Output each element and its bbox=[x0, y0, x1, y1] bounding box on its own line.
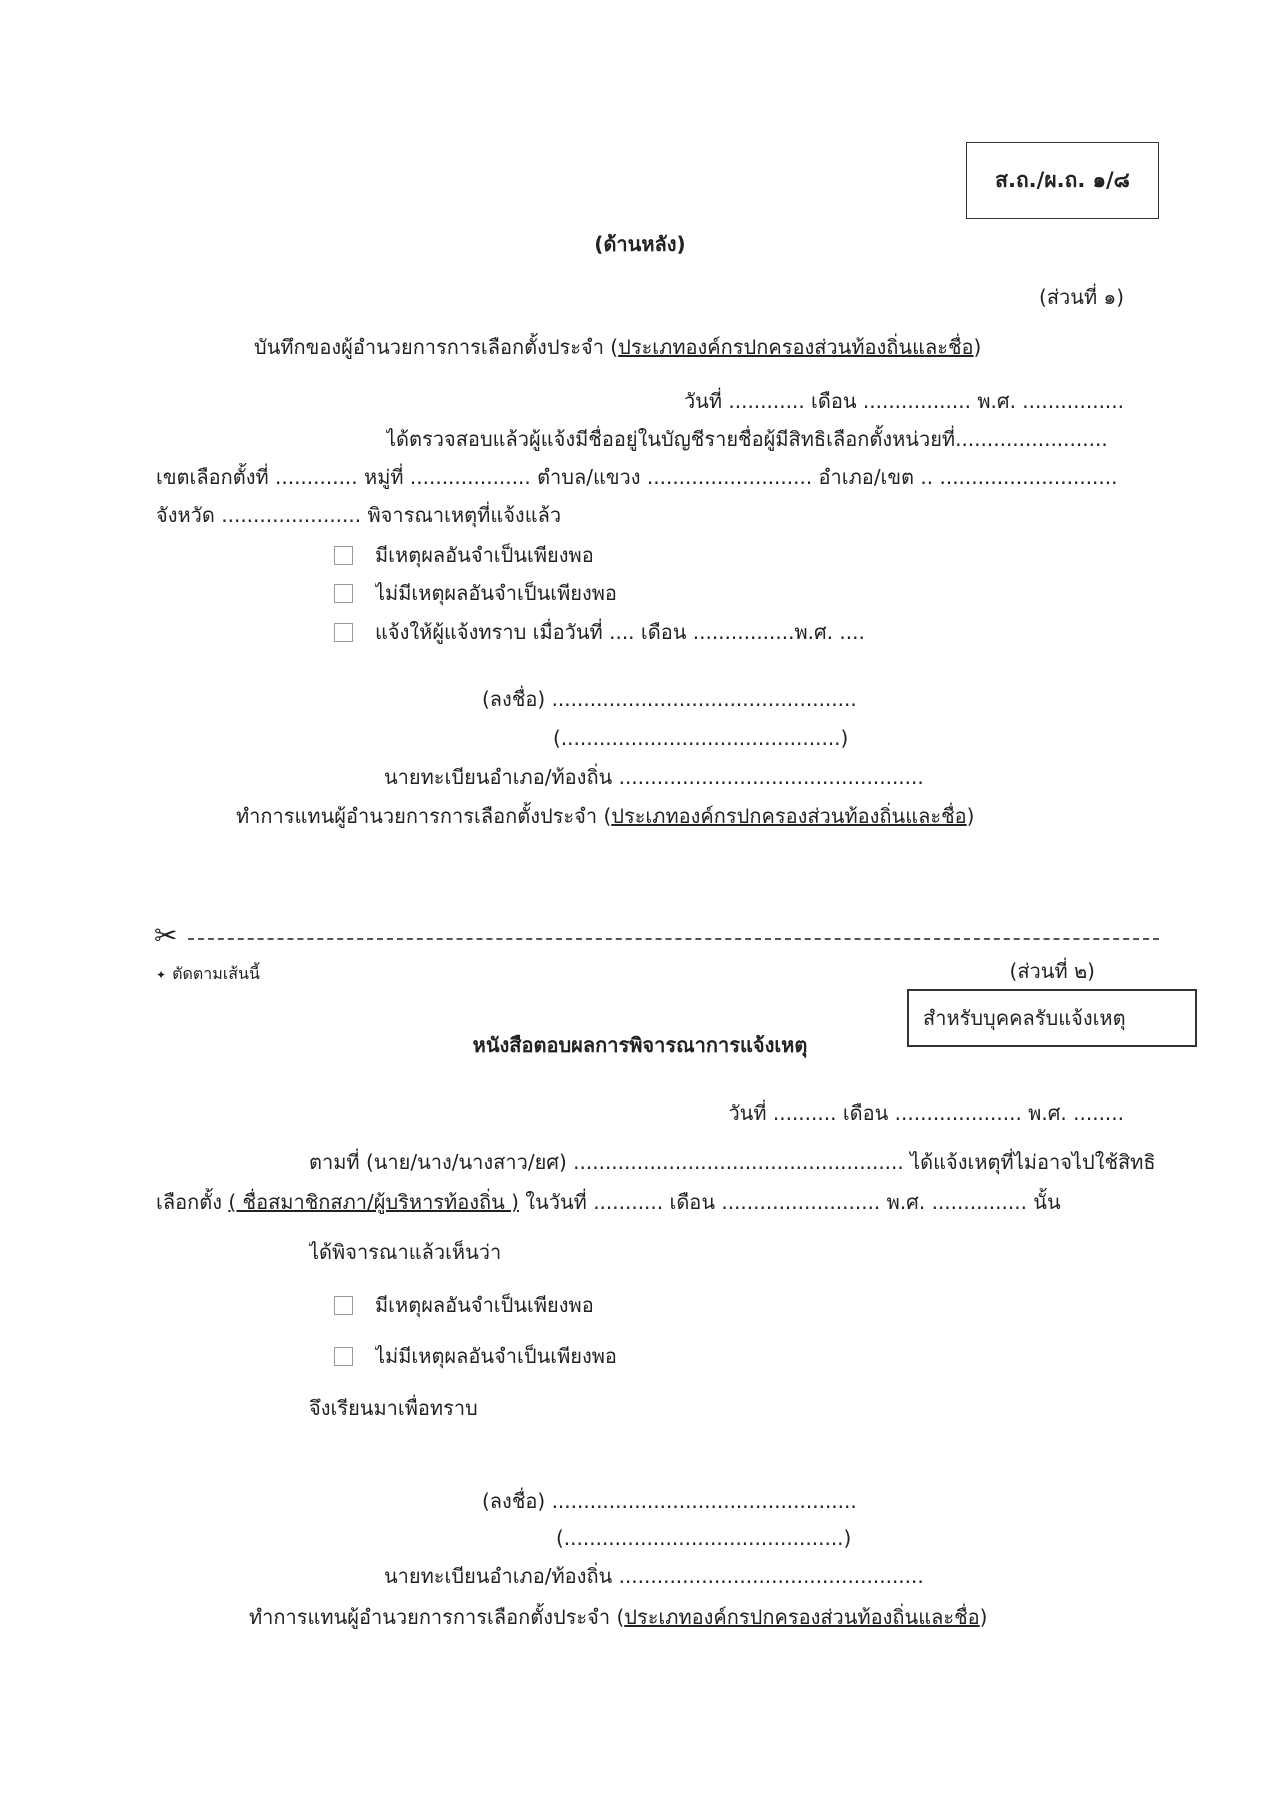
part1-name-line[interactable]: (............................................) bbox=[553, 726, 849, 750]
memo-title-prefix: บันทึกของผู้อำนวยการการเลือกตั้งประจำ ( bbox=[254, 335, 619, 359]
part2-option-sufficient-checkbox[interactable] bbox=[334, 1296, 353, 1315]
form-code-box bbox=[966, 142, 1159, 219]
part1-option-notify-checkbox[interactable] bbox=[334, 623, 353, 642]
part1-acting-line bbox=[236, 802, 974, 830]
acting-underlined: ประเภทองค์กรปกครองส่วนท้องถิ่นและชื่อ bbox=[611, 804, 967, 828]
part2-reference-line-1[interactable]: ตามที่ (นาย/นาง/นางสาว/ยศ) .................................................... ได้แจ้งเหตุที่ไม่อาจไปใช้สิทธิ bbox=[309, 1150, 1156, 1174]
acting-prefix: ทำการแทนผู้อำนวยการการเลือกตั้งประจำ ( bbox=[249, 1605, 625, 1629]
back-side-label: (ด้านหลัง) bbox=[594, 232, 686, 256]
part2-option-insufficient-checkbox[interactable] bbox=[334, 1347, 353, 1366]
part2-title: หนังสือตอบผลการพิจารณาการแจ้งเหตุ bbox=[472, 1033, 808, 1057]
part2-closing: จึงเรียนมาเพื่อทราบ bbox=[309, 1396, 478, 1420]
memo-title-suffix: ) bbox=[973, 335, 982, 359]
part2-option-insufficient-label: ไม่มีเหตุผลอันจำเป็นเพียงพอ bbox=[375, 1344, 617, 1368]
part2-acting-line bbox=[249, 1603, 987, 1631]
acting-underlined: ประเภทองค์กรปกครองส่วนท้องถิ่นและชื่อ bbox=[624, 1605, 980, 1629]
part1-sign-line[interactable]: (ลงชื่อ) ................................................ bbox=[482, 687, 857, 711]
acting-suffix: ) bbox=[979, 1605, 988, 1629]
part1-option-insufficient-checkbox[interactable] bbox=[334, 584, 353, 603]
acting-suffix: ) bbox=[966, 804, 975, 828]
part2-reference-line-2[interactable] bbox=[156, 1188, 1180, 1216]
cut-note bbox=[156, 960, 260, 988]
memo-title-underlined: ประเภทองค์กรปกครองส่วนท้องถิ่นและชื่อ bbox=[618, 335, 974, 359]
part1-registrar-line[interactable]: นายทะเบียนอำเภอ/ท้องถิ่น ................................................ bbox=[384, 765, 924, 789]
part1-province-line[interactable]: จังหวัด ...................... พิจารณาเหตุที่แจ้งแล้ว bbox=[156, 503, 562, 527]
part2-name-line[interactable]: (............................................) bbox=[556, 1526, 852, 1550]
part1-option-sufficient-checkbox[interactable] bbox=[334, 546, 353, 565]
acting-prefix: ทำการแทนผู้อำนวยการการเลือกตั้งประจำ ( bbox=[236, 804, 612, 828]
part1-date-line[interactable]: วันที่ ............ เดือน ................. พ.ศ. ................ bbox=[683, 389, 1124, 413]
part1-memo-title bbox=[254, 333, 981, 361]
part2-option-sufficient-label: มีเหตุผลอันจำเป็นเพียงพอ bbox=[375, 1293, 594, 1317]
reference-line-2-suffix: ในวันที่ ........... เดือน ......................... พ.ศ. ............... นั้น bbox=[518, 1190, 1061, 1214]
part1-option-sufficient-label: มีเหตุผลอันจำเป็นเพียงพอ bbox=[375, 543, 594, 567]
part2-sign-line[interactable]: (ลงชื่อ) ................................................ bbox=[482, 1489, 857, 1513]
recipient-box-text: สำหรับบุคคลรับแจ้งเหตุ bbox=[923, 1006, 1126, 1030]
part2-considered-line: ได้พิจารณาแล้วเห็นว่า bbox=[309, 1240, 502, 1264]
bullet-icon: ✦ bbox=[156, 968, 167, 982]
part1-option-notify-label: แจ้งให้ผู้แจ้งทราบ เมื่อวันที่ .... เดือน ................พ.ศ. .... bbox=[375, 620, 865, 644]
form-code: ส.ถ./ผ.ถ. ๑/๘ bbox=[995, 168, 1130, 192]
scissors-icon: ✂ bbox=[154, 919, 178, 952]
part1-option-insufficient-label: ไม่มีเหตุผลอันจำเป็นเพียงพอ bbox=[375, 581, 617, 605]
cut-line bbox=[188, 938, 1159, 940]
reference-line-2-underlined: ( ชื่อสมาชิกสภา/ผู้บริหารท้องถิ่น ) bbox=[228, 1190, 519, 1214]
part1-label: (ส่วนที่ ๑) bbox=[1039, 285, 1124, 309]
part2-registrar-line[interactable]: นายทะเบียนอำเภอ/ท้องถิ่น ................................................ bbox=[384, 1564, 924, 1588]
part1-verify-line[interactable]: ได้ตรวจสอบแล้วผู้แจ้งมีชื่ออยู่ในบัญชีรายชื่อผู้มีสิทธิเลือกตั้งหน่วยที่........................ bbox=[386, 427, 1108, 451]
cut-note-text: ตัดตามเส้นนี้ bbox=[172, 964, 260, 983]
part1-district-line[interactable]: เขตเลือกตั้งที่ ............. หมู่ที่ ................... ตำบล/แขวง .......................... อำเภอ/เขต .. ............................ bbox=[156, 465, 1118, 489]
part2-date-line[interactable]: วันที่ .......... เดือน .................... พ.ศ. ........ bbox=[728, 1101, 1124, 1125]
part2-label: (ส่วนที่ ๒) bbox=[1009, 959, 1095, 983]
reference-line-2-prefix: เลือกตั้ง bbox=[156, 1190, 229, 1214]
